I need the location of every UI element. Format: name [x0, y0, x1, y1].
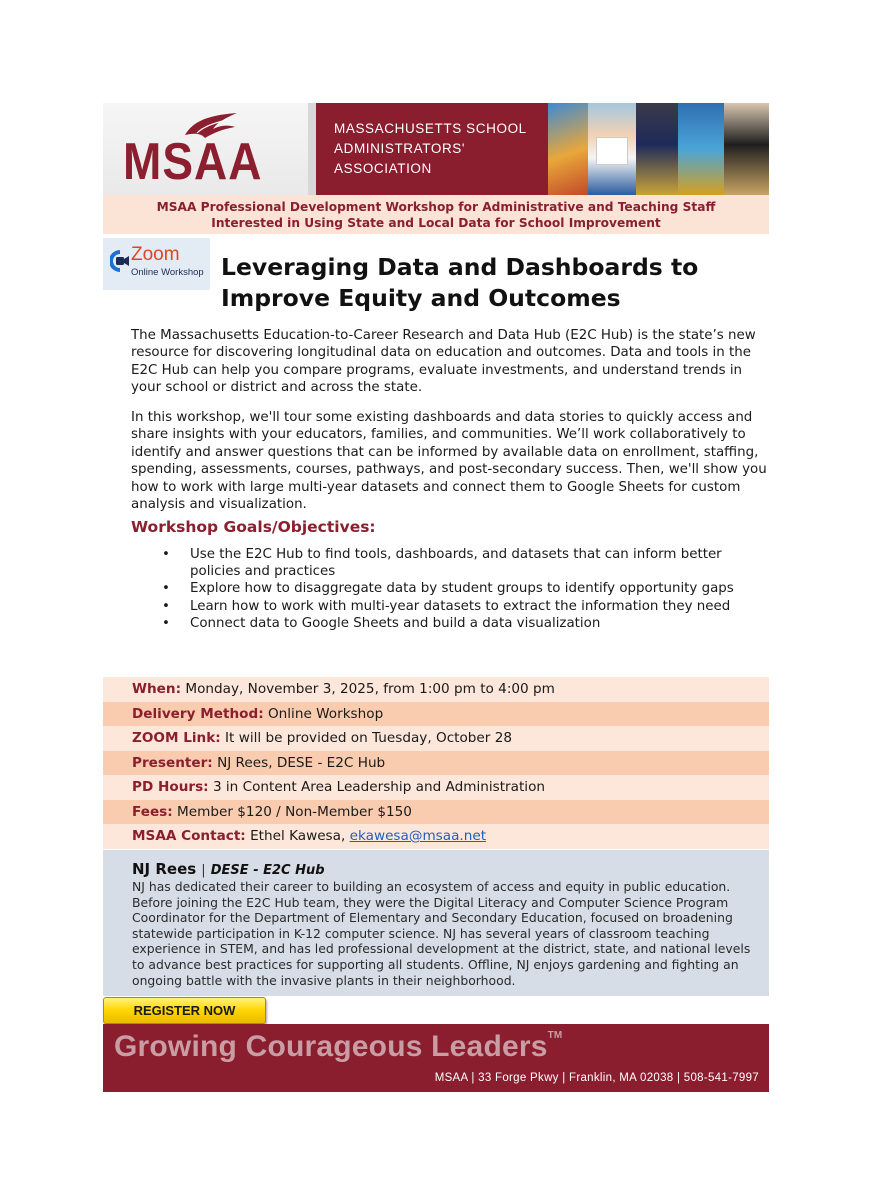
presenter-value: NJ Rees, DESE - E2C Hub	[217, 754, 386, 771]
banner-photo	[588, 103, 636, 195]
subtitle-line-2: Interested in Using State and Local Data for School Improvement	[211, 216, 661, 230]
zoom-camera-icon	[110, 249, 130, 273]
banner-photo	[636, 103, 678, 195]
org-line-1: MASSACHUSETTS SCHOOL	[334, 121, 527, 136]
banner-photos	[548, 103, 769, 195]
delivery-row	[103, 702, 769, 727]
zoom-link-label: ZOOM Link:	[132, 730, 221, 746]
when-row	[103, 677, 769, 702]
msaa-logo	[103, 103, 308, 195]
bio-text: NJ has dedicated their career to building an ecosystem of access and equity in public education. Before joining the E2C Hub team, they were the Digital Literacy and Computer Science Program Coordinator for the Department of Elementary and Secondary Education, focused on broadening statewide participation in K-12 computer science. NJ has several years of classroom teaching experience in STEM, and has led professional development at the district, state, and national levels to advance best practices for supporting all students. Offline, NJ enjoys gardening and fighting an ongoing battle with the invasive plants in their neighborhood.	[132, 879, 751, 988]
banner-photo	[548, 103, 588, 195]
contact-label: MSAA Contact:	[132, 828, 246, 844]
pd-hours-label: PD Hours:	[132, 779, 209, 795]
banner-divider	[308, 103, 316, 195]
goal-item: • Connect data to Google Sheets and build a data visualization	[162, 615, 762, 632]
event-details	[103, 677, 769, 849]
intro-paragraph-1: The Massachusetts Education-to-Career Research and Data Hub (E2C Hub) is the state’s new resource for discovering longitudinal data on education and outcomes. Data and tools in the E2C Hub can help you compare programs, evaluate investments, and understand trends in your school or district and across the state.	[131, 328, 756, 396]
footer-address: MSAA | 33 Forge Pkwy | Franklin, MA 02038 | 508-541-7997	[434, 1072, 759, 1084]
goal-item: • Learn how to work with multi-year datasets to extract the information they need	[162, 598, 762, 615]
delivery-label: Delivery Method:	[132, 705, 264, 722]
when-value: Monday, November 3, 2025, from 1:00 pm to 4:00 pm	[185, 681, 555, 697]
when-label: When:	[132, 681, 182, 697]
subtitle-line-1: MSAA Professional Development Workshop for Administrative and Teaching Staff	[156, 200, 716, 214]
bio-name: NJ Rees	[132, 860, 197, 878]
zoom-link-row	[103, 726, 769, 751]
presenter-label: Presenter:	[132, 754, 213, 771]
fees-value: Member $120 / Non-Member $150	[177, 803, 412, 820]
goal-item: • Explore how to disaggregate data by student groups to identify opportunity gaps	[162, 580, 762, 597]
zoom-badge	[103, 238, 210, 290]
presenter-bio	[103, 850, 769, 996]
footer-banner	[103, 1024, 769, 1092]
contact-name: Ethel Kawesa,	[250, 828, 346, 844]
bio-header	[132, 859, 757, 878]
slogan-text: Growing Courageous Leaders	[114, 1030, 548, 1063]
subtitle-strip	[103, 195, 769, 234]
fees-label: Fees:	[132, 803, 173, 820]
pd-hours-row	[103, 775, 769, 800]
banner-photo	[724, 103, 769, 195]
goals-heading: Workshop Goals/Objectives:	[131, 518, 376, 536]
contact-row	[103, 824, 769, 849]
org-line-2: ADMINISTRATORS' ASSOCIATION	[334, 141, 466, 176]
title-line-2: Improve Equity and Outcomes	[221, 284, 621, 312]
zoom-link-value: It will be provided on Tuesday, October 28	[225, 730, 513, 746]
register-now-button[interactable]: REGISTER NOW	[103, 997, 266, 1024]
contact-email-link[interactable]: ekawesa@msaa.net	[349, 828, 487, 844]
zoom-sub: Online Workshop	[131, 267, 204, 278]
intro-paragraph-2: In this workshop, we'll tour some existing dashboards and data stories to quickly access and share insights with your educators, families, and communities. We’ll work collaboratively to identify and answer questions that can be informed by available data on enrollment, staffing, spending, assessments, courses, pathways, and post-secondary success. Then, we'll show you how to work with large multi-year datasets and connect them to Google Sheets for custom analysis and visualization.	[131, 410, 767, 513]
goals-list	[162, 546, 762, 632]
bio-separator: |	[201, 863, 206, 878]
trademark-mark: TM	[547, 1030, 563, 1041]
delivery-value: Online Workshop	[267, 705, 384, 722]
org-name	[316, 103, 548, 195]
fees-row	[103, 800, 769, 825]
header-banner	[103, 103, 769, 195]
banner-photo	[678, 103, 724, 195]
title-line-1: Leveraging Data and Dashboards to	[221, 253, 699, 281]
presenter-row	[103, 751, 769, 776]
footer-slogan	[114, 1030, 562, 1064]
page-title	[221, 252, 781, 314]
pd-hours-value: 3 in Content Area Leadership and Administration	[212, 779, 546, 795]
goal-item: • Use the E2C Hub to find tools, dashboards, and datasets that can inform better policies and practices	[162, 546, 762, 580]
logo-text: MSAA	[123, 132, 263, 191]
zoom-name: Zoom	[131, 244, 180, 265]
photo-sign	[596, 137, 628, 165]
bio-org: DESE - E2C Hub	[210, 863, 325, 878]
